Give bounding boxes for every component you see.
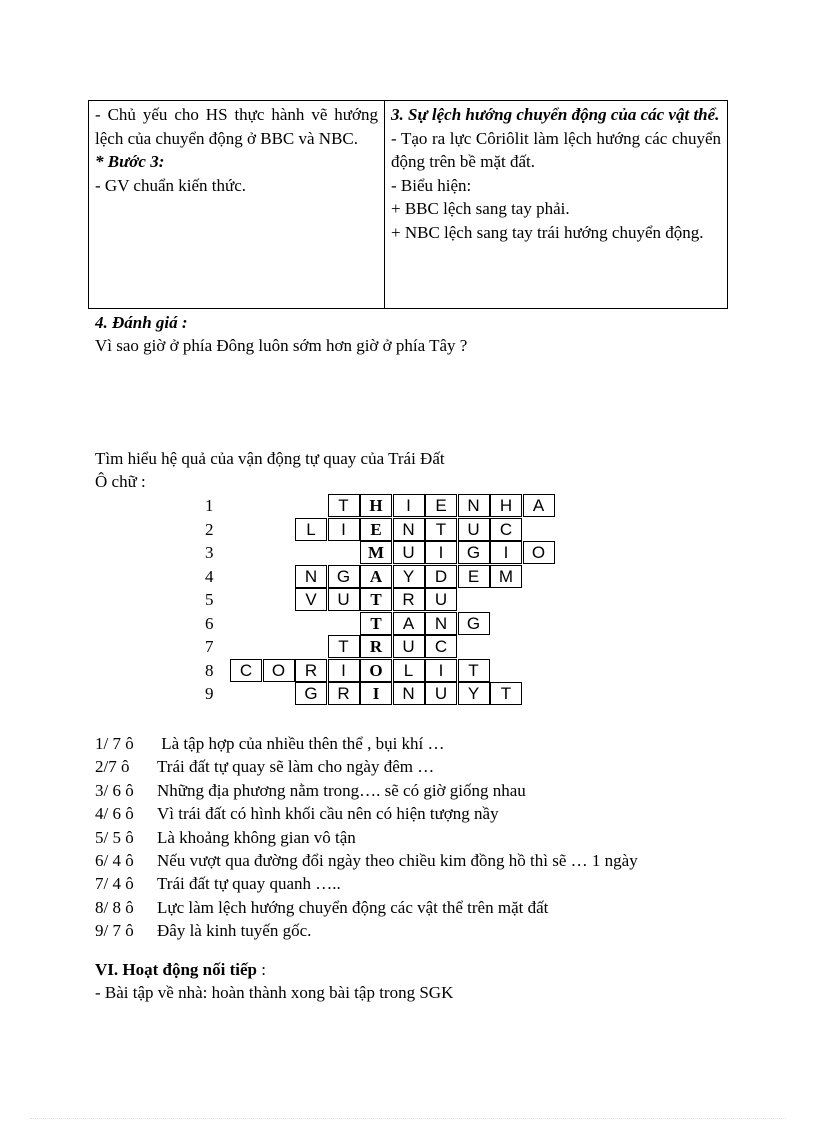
right-text-4: + NBC lệch sang tay trái hướng chuyển động. [391, 222, 704, 242]
crossword-cell: U [393, 635, 425, 658]
crossword-cell: U [458, 518, 490, 541]
crossword-cell: N [295, 565, 327, 588]
right-text-2: - Biểu hiện: [391, 175, 472, 195]
crossword-key-cell: O [360, 659, 392, 682]
page-divider [30, 1118, 786, 1119]
crossword-cell: U [328, 588, 360, 611]
clue-text: Nếu vượt qua đường đổi ngày theo chiều kim đồng hồ thì sẽ … 1 ngày [157, 851, 638, 870]
crossword-key-cell: H [360, 494, 392, 517]
clue-item [95, 755, 434, 778]
crossword-cell: G [328, 565, 360, 588]
crossword-cell: T [328, 635, 360, 658]
crossword-row-number: 3 [205, 543, 214, 562]
crossword-cell: A [393, 612, 425, 635]
crossword-cell: T [490, 682, 522, 705]
left-text-1: - Chủ yếu cho HS thực hành vẽ hướng lệch của chuyển động ở BBC và NBC. [95, 105, 378, 148]
crossword-cell: O [263, 659, 295, 682]
crossword-cell: U [425, 682, 457, 705]
left-text-3: - GV chuẩn kiến thức. [95, 175, 246, 195]
clue-number: 8/ 8 ô [95, 897, 134, 917]
clue-text: Vì trái đất có hình khối cầu nên có hiện tượng nầy [157, 804, 499, 824]
crossword-row-number: 1 [205, 496, 214, 515]
table-right-cell [385, 101, 727, 308]
crossword-cell: I [328, 518, 360, 541]
lesson-table [88, 100, 728, 309]
activity-title-suffix: : [257, 960, 266, 979]
crossword-cell: I [393, 494, 425, 517]
crossword-cell: A [523, 494, 555, 517]
clue-text: Là khoảng không gian vô tận [157, 827, 356, 847]
crossword-cell: L [393, 659, 425, 682]
crossword-row-number: 7 [205, 637, 214, 656]
crossword-cell: V [295, 588, 327, 611]
crossword-cell: T [328, 494, 360, 517]
right-text-3: + BBC lệch sang tay phải. [391, 199, 570, 218]
clue-item [95, 732, 445, 755]
crossword-row-number: 2 [205, 519, 214, 539]
section-heading: 3. Sự lệch hướng chuyển động của các vật thể. [391, 105, 720, 124]
crossword-cell: R [295, 659, 327, 682]
clue-number: 7/ 4 ô [95, 874, 134, 894]
crossword-cell: R [393, 588, 425, 611]
activity-text: - Bài tập về nhà: hoàn thành xong bài tập trong SGK [95, 983, 454, 1002]
crossword-key-cell: T [360, 612, 392, 635]
clue-number: 3/ 6 ô [95, 780, 134, 800]
crossword-cell: M [490, 565, 522, 588]
clue-number: 9/ 7 ô [95, 921, 134, 941]
crossword-cell: R [328, 682, 360, 705]
crossword-cell: T [458, 659, 490, 682]
crossword-row-number: 6 [205, 613, 214, 633]
crossword-cell: E [425, 494, 457, 517]
clue-item [95, 872, 341, 895]
crossword-cell: N [425, 612, 457, 635]
clue-item [95, 896, 548, 919]
crossword-row-number: 8 [205, 660, 214, 680]
activity-title-text: VI. Hoạt động nối tiếp [95, 960, 257, 979]
step-heading: * Bước 3: [95, 152, 165, 171]
crossword-key-cell: R [360, 635, 392, 658]
crossword-key-cell: M [360, 541, 392, 564]
crossword-cell: G [458, 541, 490, 564]
crossword-cell: D [425, 565, 457, 588]
clue-text: Những địa phương nằm trong…. sẽ có giờ giống nhau [157, 780, 526, 800]
evaluation-question: Vì sao giờ ở phía Đông luôn sớm hơn giờ ở phía Tây ? [95, 336, 468, 355]
crossword-row-number: 4 [205, 566, 214, 586]
clue-item [95, 919, 311, 942]
clue-text: Trái đất tự quay sẽ làm cho ngày đêm … [157, 757, 435, 777]
crossword-cell: I [425, 659, 457, 682]
crossword-cell: Y [393, 565, 425, 588]
clue-item [95, 779, 526, 802]
crossword-cell: L [295, 518, 327, 541]
crossword-cell: H [490, 494, 522, 517]
crossword-cell: T [425, 518, 457, 541]
clue-item [95, 849, 638, 872]
crossword-cell: N [393, 518, 425, 541]
crossword-label: Ô chữ : [95, 472, 146, 491]
right-text-1: - Tạo ra lực Côriôlit làm lệch hướng các chuyển động trên bề mặt đất. [391, 128, 721, 171]
clue-number: 1/ 7 ô [95, 734, 134, 753]
crossword-intro: Tìm hiểu hệ quả của vận động tự quay của Trái Đất [95, 449, 445, 468]
crossword-key-cell: A [360, 565, 392, 588]
evaluation-title: 4. Đánh giá : [95, 313, 188, 332]
crossword-cell: E [458, 565, 490, 588]
crossword-row-number: 5 [205, 590, 214, 609]
clue-number: 2/7 ô [95, 757, 130, 777]
clue-item [95, 826, 356, 849]
crossword-cell: I [425, 541, 457, 564]
crossword-cell: I [328, 659, 360, 682]
crossword-key-cell: E [360, 518, 392, 541]
table-left-cell [89, 101, 385, 308]
crossword-cell: C [230, 659, 262, 682]
clue-number: 4/ 6 ô [95, 804, 134, 824]
crossword-cell: U [393, 541, 425, 564]
crossword-cell: U [425, 588, 457, 611]
clue-text: Trái đất tự quay quanh ….. [157, 874, 341, 894]
crossword-cell: Y [458, 682, 490, 705]
crossword-cell: I [490, 541, 522, 564]
crossword-cell: N [458, 494, 490, 517]
crossword-key-cell: T [360, 588, 392, 611]
clue-text: Lực làm lệch hướng chuyển động các vật thể trên mặt đất [157, 897, 549, 917]
crossword-cell: N [393, 682, 425, 705]
crossword-cell: C [490, 518, 522, 541]
clue-text: Đây là kinh tuyến gốc. [157, 921, 312, 941]
crossword-cell: G [458, 612, 490, 635]
clue-number: 5/ 5 ô [95, 827, 134, 847]
activity-title [95, 960, 266, 980]
crossword-key-cell: I [360, 682, 392, 705]
clue-item [95, 802, 499, 825]
clue-number: 6/ 4 ô [95, 851, 134, 870]
crossword-cell: O [523, 541, 555, 564]
crossword-cell: G [295, 682, 327, 705]
crossword-row-number: 9 [205, 684, 214, 703]
crossword-cell: C [425, 635, 457, 658]
clue-text: Là tập hợp của nhiều thên thể , bụi khí … [157, 734, 445, 753]
